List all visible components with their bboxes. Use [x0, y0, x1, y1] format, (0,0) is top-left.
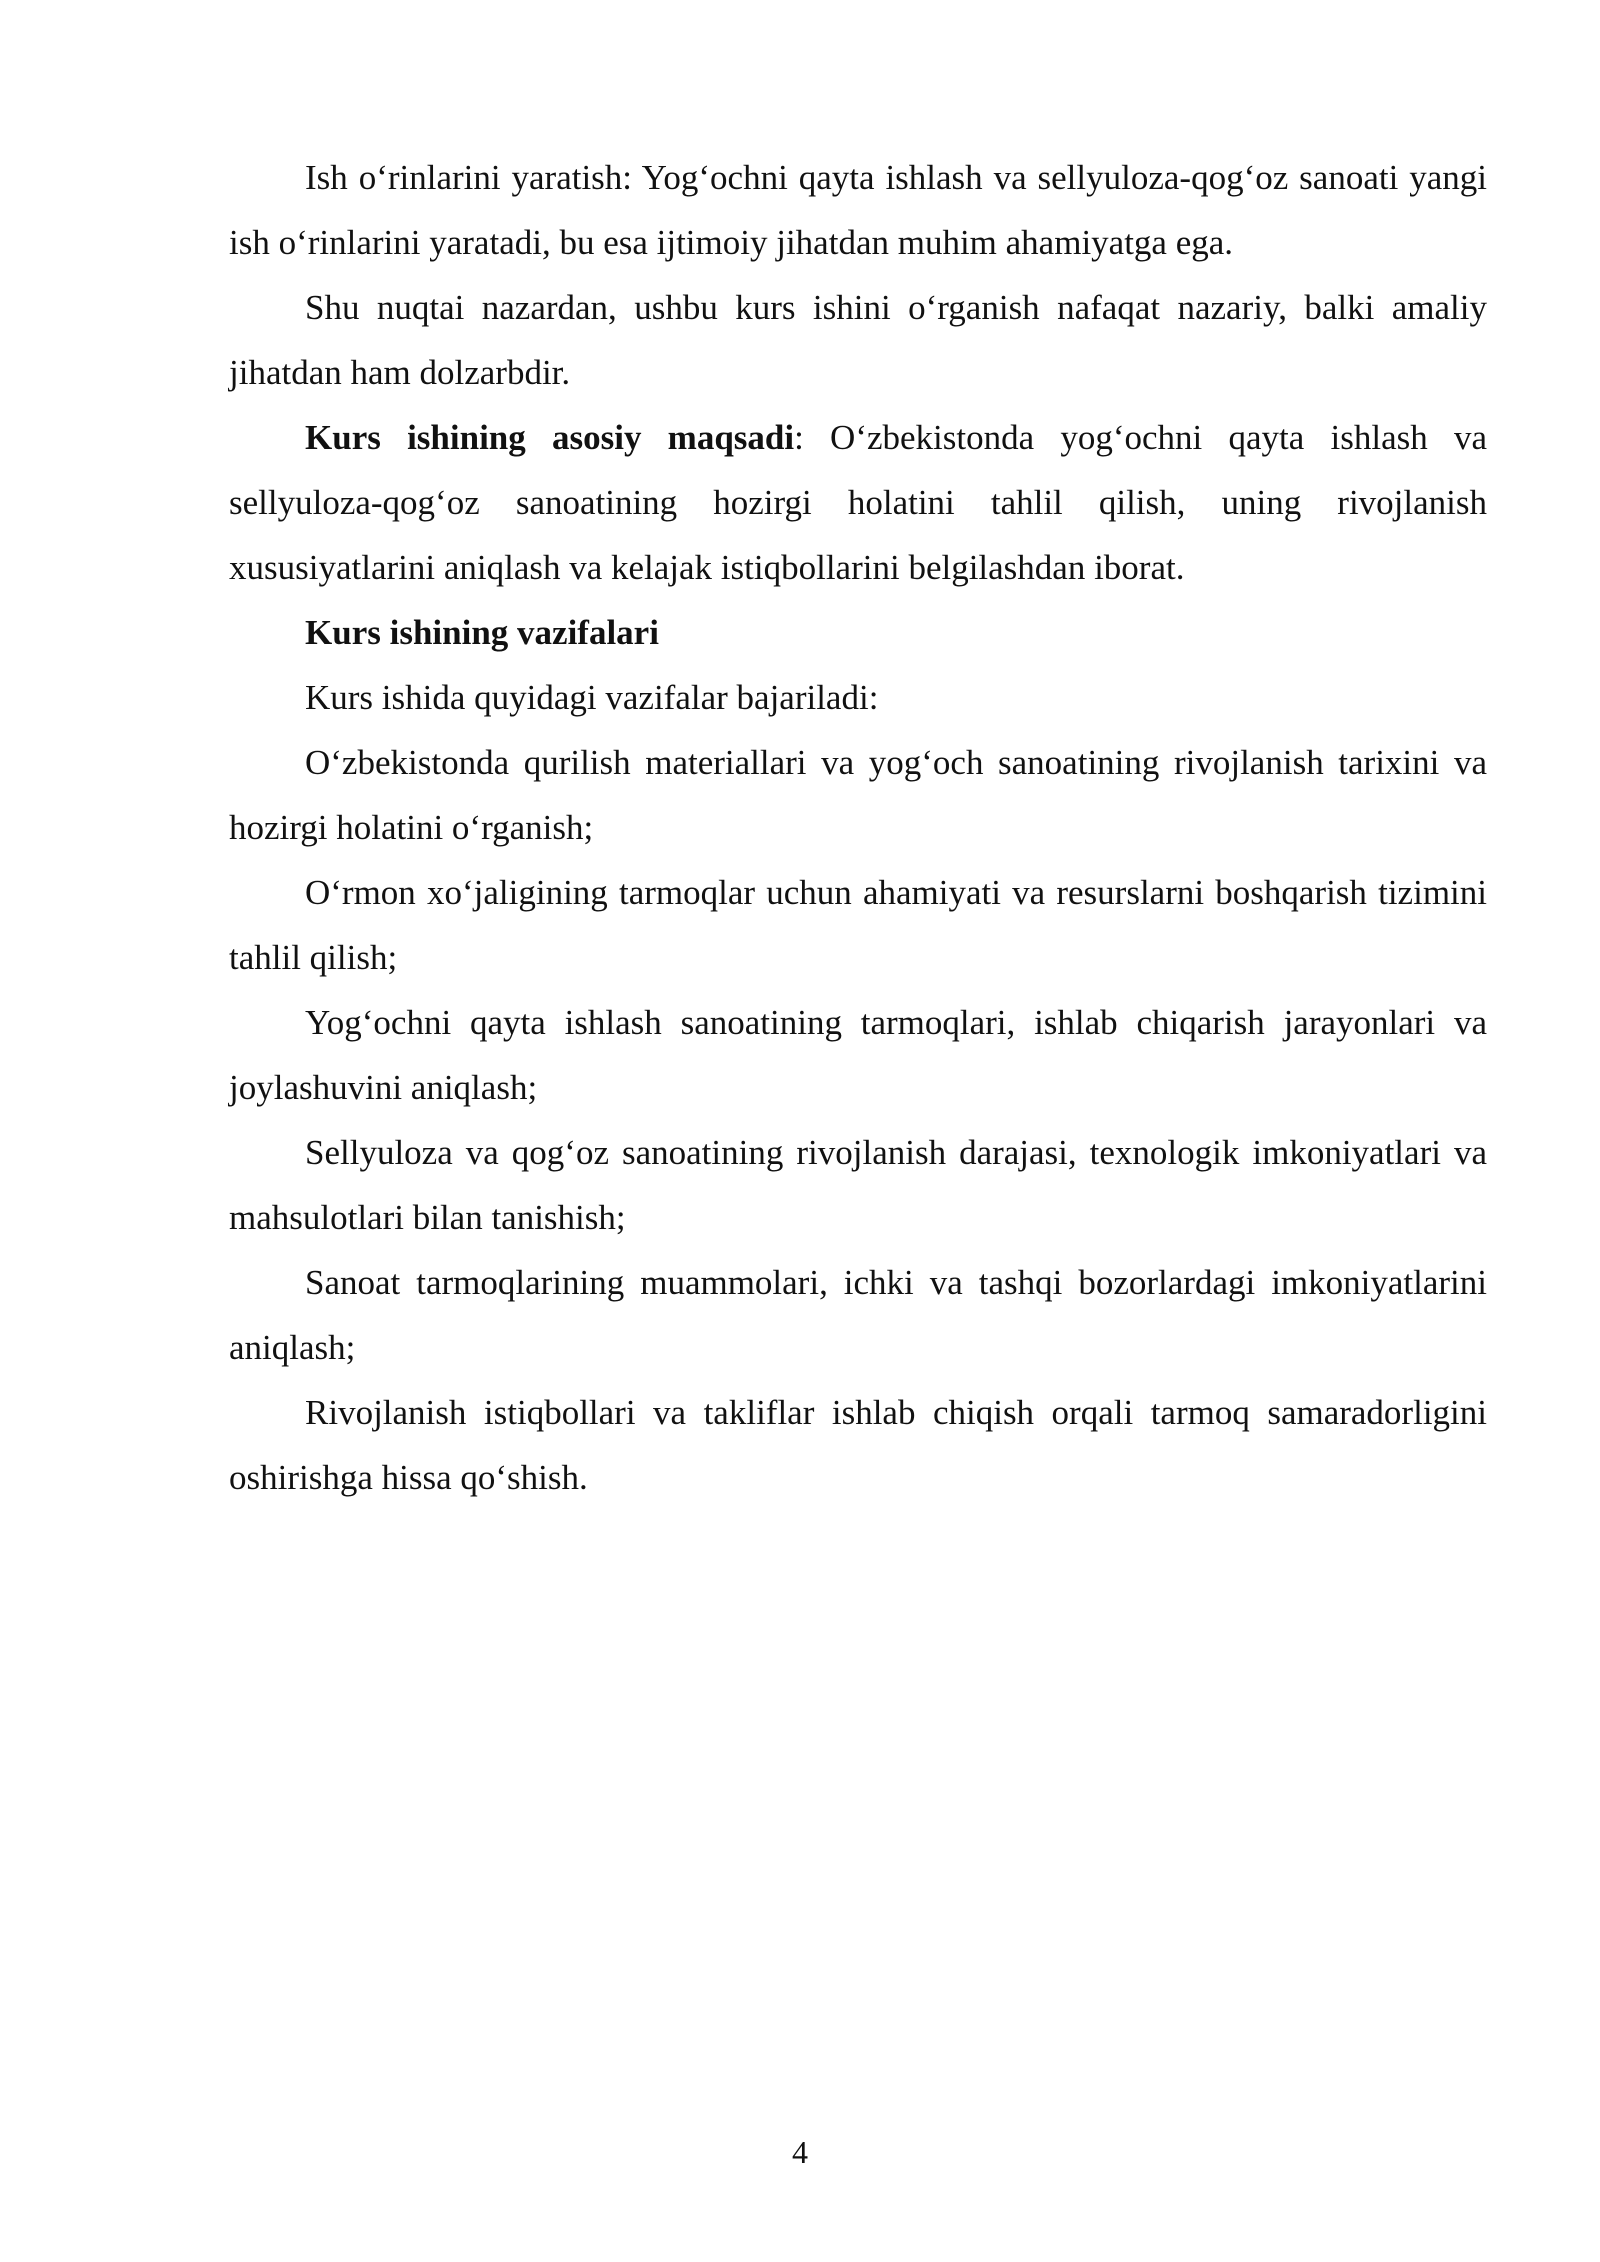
task-item: Sanoat tarmoqlarining muammolari, ichki va tashqi bozorlardagi imkoniyatlarini aniqlash; [229, 1263, 1487, 1367]
paragraph-relevance: Shu nuqtai nazardan, ushbu kurs ishini o‘rganish nafaqat nazariy, balki amaliy jihatdan ham dolzarbdir. [229, 288, 1487, 392]
document-body [229, 145, 1487, 1510]
task-item: Yog‘ochni qayta ishlash sanoatining tarmoqlari, ishlab chiqarish jarayonlari va joylashuvini aniqlash; [229, 1003, 1487, 1107]
task-item: O‘zbekistonda qurilish materiallari va yog‘och sanoatining rivojlanish tarixini va hozirgi holatini o‘rganish; [229, 743, 1487, 847]
goal-text: : O‘zbekistonda yog‘ochni qayta ishlash va sellyuloza-qog‘oz sanoatining hozirgi holatini tahlil qilish, uning rivojlanish xususiyatlarini aniqlash va kelajak istiqbollarini belgilashdan iborat. [229, 418, 1487, 587]
tasks-intro: Kurs ishida quyidagi vazifalar bajariladi: [305, 678, 879, 717]
task-item: O‘rmon xo‘jaligining tarmoqlar uchun ahamiyati va resurslarni boshqarish tizimini tahlil qilish; [229, 873, 1487, 977]
goal-label: Kurs ishining asosiy maqsadi [305, 418, 795, 457]
paragraph-job-creation: Ish o‘rinlarini yaratish: Yog‘ochni qayta ishlash va sellyuloza-qog‘oz sanoati yangi ish o‘rinlarini yaratadi, bu esa ijtimoiy jihatdan muhim ahamiyatga ega. [229, 158, 1487, 262]
paragraph-goal [229, 405, 1487, 600]
task-item: Rivojlanish istiqbollari va takliflar ishlab chiqish orqali tarmoq samaradorligini oshirishga hissa qo‘shish. [229, 1393, 1487, 1497]
task-item: Sellyuloza va qog‘oz sanoatining rivojlanish darajasi, texnologik imkoniyatlari va mahsulotlari bilan tanishish; [229, 1133, 1487, 1237]
page-number: 4 [792, 2134, 808, 2170]
tasks-heading: Kurs ishining vazifalari [305, 613, 659, 652]
